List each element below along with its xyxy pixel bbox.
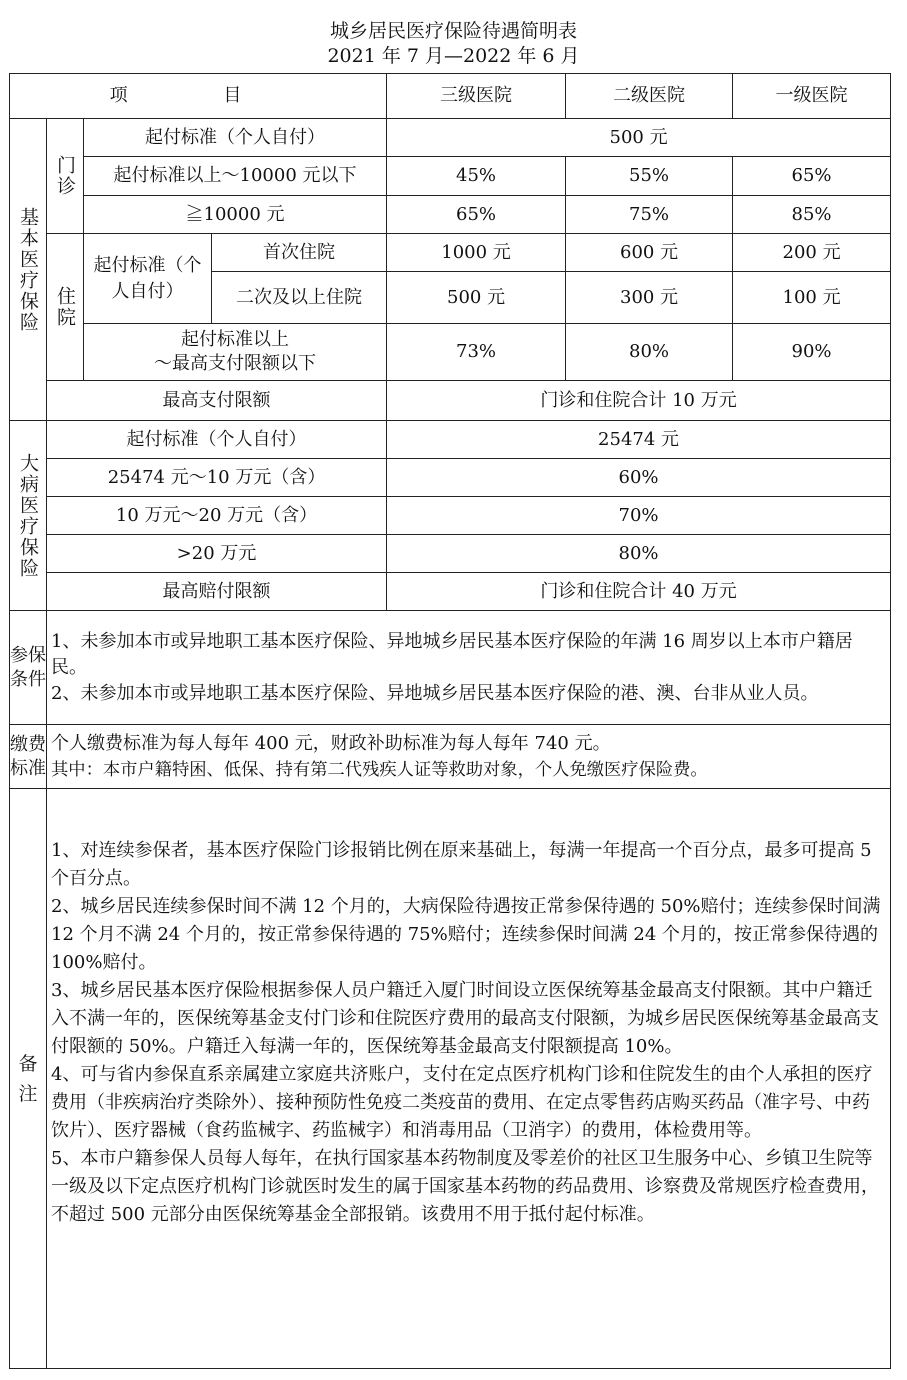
major-row-value: 25474 元 [387, 421, 891, 459]
remark-item: 4、可与省内参保直系亲属建立家庭共济账户，支付在定点医疗机构门诊和住院发生的由个人承担的医疗费用（非疾病治疗类除外）、接种预防性免疫二类疫苗的费用、在定点零售药店购买药品（准字号、中药饮片）、医疗器械（食药监械字、药监械字）和消毒用品（卫消字）的费用，体检费用等。 [51, 1064, 873, 1141]
inpatient-band-tier3: 73% [387, 324, 566, 381]
table-row [10, 725, 891, 789]
outpatient-deductible-label: 起付标准（个人自付） [84, 119, 387, 157]
remarks-label-line2: 注 [18, 1082, 38, 1105]
basic-max-value: 门诊和住院合计 10 万元 [387, 381, 891, 421]
table-row [10, 789, 891, 1369]
inpatient-deductible-label: 起付标准（个人自付） [84, 234, 212, 324]
major-row-label: 10 万元～20 万元（含） [47, 497, 387, 535]
inpatient-first-tier2: 600 元 [566, 234, 733, 272]
outpatient-label: 门诊 [47, 119, 84, 234]
header-item: 项 目 [10, 74, 387, 119]
outpatient-band2-tier2: 75% [566, 196, 733, 234]
inpatient-second-tier1: 100 元 [733, 272, 891, 324]
header-tier3: 三级医院 [387, 74, 566, 119]
benefits-table [9, 73, 891, 1369]
inpatient-band-tier2: 80% [566, 324, 733, 381]
remarks-label [10, 789, 47, 1369]
table-row [10, 381, 891, 421]
major-row-label: >20 万元 [47, 535, 387, 573]
eligibility-content [47, 611, 891, 725]
document-title: 城乡居民医疗保险待遇简明表 [329, 20, 577, 42]
major-row-label: 起付标准（个人自付） [47, 421, 387, 459]
table-row [10, 119, 891, 157]
major-row-value: 60% [387, 459, 891, 497]
outpatient-band2-label: ≧10000 元 [84, 196, 387, 234]
inpatient-first-label: 首次住院 [212, 234, 387, 272]
eligibility-item: 1、未参加本市或异地职工基本医疗保险、异地城乡居民基本医疗保险的年满 16 周岁以上本市户籍居民。 [51, 630, 853, 678]
inpatient-second-label: 二次及以上住院 [212, 272, 387, 324]
inpatient-label: 住院 [47, 234, 84, 381]
inpatient-first-tier1: 200 元 [733, 234, 891, 272]
major-row-value: 门诊和住院合计 40 万元 [387, 573, 891, 611]
contribution-item: 其中：本市户籍特困、低保、持有第二代残疾人证等救助对象，个人免缴医疗保险费。 [51, 759, 708, 780]
contribution-label-line1: 缴费 [10, 733, 46, 755]
table-row [10, 196, 891, 234]
table-row [10, 324, 891, 381]
major-insurance-label: 大病医疗保险 [10, 421, 47, 611]
inpatient-band-tier1: 90% [733, 324, 891, 381]
table-row [10, 157, 891, 196]
eligibility-item: 2、未参加本市或异地职工基本医疗保险、异地城乡居民基本医疗保险的港、澳、台非从业人员。 [51, 682, 819, 704]
header-tier1: 一级医院 [733, 74, 891, 119]
remark-item: 3、城乡居民基本医疗保险根据参保人员户籍迁入厦门时间设立医保统筹基金最高支付限额。其中户籍迁入不满一年的，医保统筹基金支付门诊和住院医疗费用的最高支付限额，为城乡居民医保统筹基金最高支付限额的 50%。户籍迁入每满一年的，医保统筹基金最高支付限额提高 10%。 [51, 980, 879, 1057]
major-row-label: 25474 元～10 万元（含） [47, 459, 387, 497]
outpatient-band2-tier1: 85% [733, 196, 891, 234]
inpatient-band-label-line1: 起付标准以上 [181, 329, 290, 350]
remark-item: 2、城乡居民连续参保时间不满 12 个月的，大病保险待遇按正常参保待遇的 50%赔付；连续参保时间满 12 个月不满 24 个月的，按正常参保待遇的 75%赔付；连续参保时间满 24 个月的，按正常参保待遇的 100%赔付。 [51, 896, 881, 973]
major-row-label: 最高赔付限额 [47, 573, 387, 611]
outpatient-band1-tier1: 65% [733, 157, 891, 196]
contribution-content [47, 725, 891, 789]
outpatient-band1-tier3: 45% [387, 157, 566, 196]
contribution-label [10, 725, 47, 789]
remark-item: 5、本市户籍参保人员每人每年，在执行国家基本药物制度及零差价的社区卫生服务中心、乡镇卫生院等一级及以下定点医疗机构门诊就医时发生的属于国家基本药物的药品费用、诊察费及常规医疗检查费用，不超过 500 元部分由医保统筹基金全部报销。该费用不用于抵付起付标准。 [51, 1148, 879, 1225]
outpatient-band2-tier3: 65% [387, 196, 566, 234]
table-row [10, 611, 891, 725]
major-row-value: 80% [387, 535, 891, 573]
inpatient-second-tier2: 300 元 [566, 272, 733, 324]
remarks-content [47, 789, 891, 1369]
document-period: 2021 年 7 月—2022 年 6 月 [327, 45, 580, 67]
outpatient-deductible-value: 500 元 [387, 119, 891, 157]
major-row-value: 70% [387, 497, 891, 535]
basic-max-label: 最高支付限额 [47, 381, 387, 421]
table-row [10, 234, 891, 272]
remark-item: 1、对连续参保者，基本医疗保险门诊报销比例在原来基础上，每满一年提高一个百分点，最多可提高 5 个百分点。 [51, 840, 872, 889]
header-tier2: 二级医院 [566, 74, 733, 119]
remarks-label-line1: 备 [18, 1052, 38, 1075]
table-header-row [10, 74, 891, 119]
inpatient-first-tier3: 1000 元 [387, 234, 566, 272]
inpatient-band-label-line2: ～最高支付限额以下 [154, 353, 317, 374]
table-row [10, 497, 891, 535]
eligibility-label [10, 611, 47, 725]
inpatient-second-tier3: 500 元 [387, 272, 566, 324]
contribution-label-line2: 标准 [10, 757, 46, 779]
contribution-item: 个人缴费标准为每人每年 400 元，财政补助标准为每人每年 740 元。 [51, 732, 611, 754]
table-row [10, 421, 891, 459]
outpatient-band1-tier2: 55% [566, 157, 733, 196]
outpatient-band1-label: 起付标准以上～10000 元以下 [84, 157, 387, 196]
table-row [10, 459, 891, 497]
eligibility-label-line1: 参保 [10, 644, 46, 666]
basic-insurance-label: 基本医疗保险 [10, 119, 47, 421]
eligibility-label-line2: 条件 [10, 668, 46, 690]
inpatient-band-label [84, 324, 387, 381]
table-row [10, 535, 891, 573]
table-row [10, 573, 891, 611]
